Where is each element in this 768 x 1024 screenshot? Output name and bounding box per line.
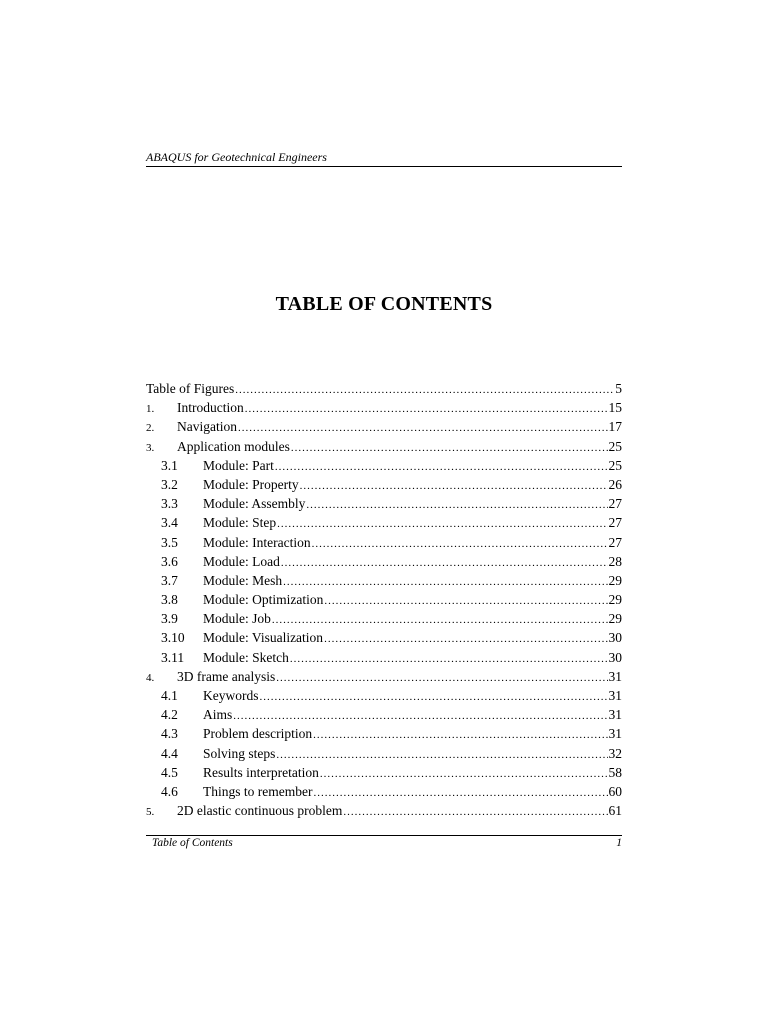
- toc-entry[interactable]: [146, 628, 622, 647]
- toc-entry-page: 26: [608, 476, 622, 492]
- toc-entry[interactable]: [146, 667, 622, 686]
- footer-page-number: 1: [616, 837, 622, 849]
- toc-dot-leader: [324, 592, 607, 611]
- toc-entry-label: Navigation: [177, 419, 237, 435]
- toc-entry-page: 32: [608, 745, 622, 761]
- toc-entry-page: 5: [615, 381, 622, 396]
- toc-entry-number: 3.6: [161, 553, 178, 569]
- toc-entry-page: 28: [608, 553, 622, 569]
- toc-entry-label: Results interpretation: [203, 764, 319, 780]
- toc-dot-leader: [320, 765, 608, 784]
- toc-entry-number: 3.9: [161, 611, 178, 627]
- toc-entry[interactable]: [146, 475, 622, 494]
- toc-entry-number: 4.4: [161, 745, 178, 761]
- toc-dot-leader: [276, 746, 607, 765]
- toc-entry-label: Module: Step: [203, 515, 277, 531]
- toc-entry[interactable]: [146, 801, 622, 820]
- toc-list: [146, 379, 622, 820]
- toc-entry-page: 27: [608, 534, 622, 550]
- toc-entry-number: 4.3: [161, 726, 178, 742]
- toc-entry[interactable]: [146, 609, 622, 628]
- toc-dot-leader: [238, 419, 608, 438]
- toc-dot-leader: [306, 496, 607, 515]
- toc-entry[interactable]: [146, 379, 622, 398]
- toc-entry-label: Module: Property: [203, 476, 299, 492]
- toc-dot-leader: [313, 726, 607, 745]
- toc-dot-leader: [324, 630, 607, 649]
- toc-entry[interactable]: [146, 590, 622, 609]
- toc-entry-page: 31: [608, 668, 622, 684]
- toc-entry-page: 29: [608, 592, 622, 608]
- toc-entry-label: Application modules: [177, 438, 290, 454]
- toc-entry[interactable]: [146, 513, 622, 532]
- toc-entry-number: 2.: [146, 422, 155, 435]
- toc-entry-label: Table of Figures: [146, 381, 235, 396]
- toc-dot-leader: [290, 650, 608, 669]
- toc-entry[interactable]: [146, 648, 622, 667]
- toc-entry-page: 31: [608, 726, 622, 742]
- toc-dot-leader: [276, 669, 607, 688]
- toc-entry-number: 3.3: [161, 496, 178, 512]
- toc-entry-label: Keywords: [203, 688, 259, 703]
- toc-dot-leader: [313, 784, 607, 803]
- toc-entry[interactable]: [146, 744, 622, 763]
- toc-entry[interactable]: [146, 437, 622, 456]
- toc-entry-label: Module: Optimization: [203, 592, 324, 608]
- toc-entry-number: 3.8: [161, 592, 178, 608]
- toc-entry-page: 25: [608, 438, 622, 454]
- toc-dot-leader: [300, 477, 608, 496]
- toc-entry-number: 4.6: [161, 783, 178, 799]
- toc-entry[interactable]: [146, 705, 622, 724]
- toc-entry-page: 27: [608, 496, 622, 512]
- toc-entry-label: Module: Sketch: [203, 649, 289, 665]
- toc-entry-number: 4.2: [161, 707, 178, 723]
- toc-entry-page: 29: [608, 572, 622, 588]
- toc-entry-number: 3.11: [161, 649, 185, 665]
- toc-entry-number: 3.1: [161, 457, 178, 473]
- toc-dot-leader: [235, 381, 614, 400]
- toc-entry[interactable]: [146, 417, 622, 436]
- toc-entry[interactable]: [146, 571, 622, 590]
- toc-entry-label: Introduction: [177, 400, 244, 416]
- toc-dot-leader: [260, 688, 608, 707]
- toc-dot-leader: [275, 458, 608, 477]
- toc-entry-label: Problem description: [203, 726, 313, 742]
- toc-entry-label: Aims: [203, 707, 233, 723]
- toc-entry-page: 31: [608, 688, 622, 703]
- toc-entry[interactable]: [146, 398, 622, 417]
- toc-entry-label: Module: Load: [203, 553, 280, 569]
- running-header: ABAQUS for Geotechnical Engineers: [146, 151, 622, 167]
- toc-entry-number: 4.: [146, 671, 155, 684]
- toc-dot-leader: [277, 515, 607, 534]
- toc-entry-label: 2D elastic continuous problem: [177, 803, 343, 819]
- toc-entry-label: Module: Visualization: [203, 630, 324, 646]
- toc-entry-label: Module: Job: [203, 611, 271, 627]
- toc-entry-number: 3.5: [161, 534, 178, 550]
- toc-entry-label: 3D frame analysis: [177, 668, 276, 684]
- toc-dot-leader: [343, 803, 607, 822]
- toc-entry[interactable]: [146, 763, 622, 782]
- toc-entry-number: 4.1: [161, 688, 178, 703]
- toc-entry[interactable]: [146, 782, 622, 801]
- toc-entry-label: Solving steps: [203, 745, 276, 761]
- toc-entry[interactable]: [146, 686, 622, 705]
- toc-dot-leader: [283, 573, 607, 592]
- toc-entry-page: 60: [608, 783, 622, 799]
- toc-entry-number: 5.: [146, 806, 155, 819]
- toc-entry[interactable]: [146, 456, 622, 475]
- toc-entry-number: 3.10: [161, 630, 185, 646]
- toc-entry-number: 3.7: [161, 572, 178, 588]
- toc-entry-label: Module: Part: [203, 457, 274, 473]
- toc-entry-page: 15: [608, 400, 622, 416]
- toc-entry-number: 1.: [146, 403, 155, 416]
- toc-entry[interactable]: [146, 552, 622, 571]
- toc-entry-page: 27: [608, 515, 622, 531]
- toc-entry-page: 61: [608, 803, 622, 819]
- toc-entry-number: 3.2: [161, 476, 178, 492]
- toc-dot-leader: [291, 439, 608, 458]
- toc-entry-page: 30: [608, 649, 622, 665]
- toc-dot-leader: [312, 535, 608, 554]
- toc-entry-label: Module: Assembly: [203, 496, 306, 512]
- toc-entry-label: Module: Interaction: [203, 534, 311, 550]
- page-title: TABLE OF CONTENTS: [275, 293, 493, 315]
- toc-entry[interactable]: [146, 494, 622, 513]
- toc-entry-page: 31: [608, 707, 622, 723]
- toc-entry[interactable]: [146, 724, 622, 743]
- toc-entry-label: Module: Mesh: [203, 572, 283, 588]
- toc-dot-leader: [281, 554, 608, 573]
- page-footer: [146, 835, 622, 850]
- toc-dot-leader: [245, 400, 608, 419]
- toc-entry-page: 25: [608, 457, 622, 473]
- footer-section-name: Table of Contents: [152, 837, 233, 849]
- toc-entry-number: 3.4: [161, 515, 178, 531]
- toc-entry-number: 3.: [146, 441, 155, 454]
- toc-entry-page: 29: [608, 611, 622, 627]
- toc-entry-label: Things to remember: [203, 783, 313, 799]
- toc-entry-page: 58: [608, 764, 622, 780]
- toc-entry-number: 4.5: [161, 764, 178, 780]
- toc-entry-page: 30: [608, 630, 622, 646]
- toc-entry-page: 17: [608, 419, 622, 435]
- toc-entry[interactable]: [146, 533, 622, 552]
